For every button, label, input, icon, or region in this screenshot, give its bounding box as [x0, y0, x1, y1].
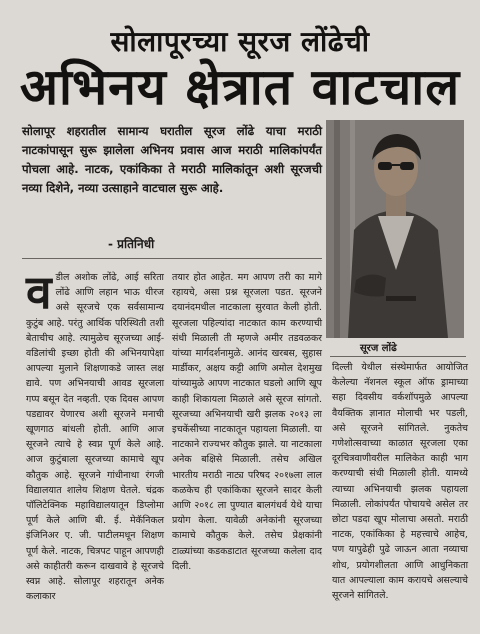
- photo-caption: सूरज लोंढे: [360, 343, 397, 354]
- article-column-3: [332, 360, 468, 603]
- column-3-text: दिल्ली येथील संस्थेमार्फत आयोजित केलेल्या नॅशनल स्कूल ऑफ ड्रामाच्या सहा दिवसीय वर्कशॉपमुळे आपल्या वैयक्तिक ज्ञानात मोलाची भर पडली, असे सूरजने सांगितले. नुकतेच गणेशोत्सवाच्या काळात सूरजला एका दूरचित्रवाणीवरील मालिकेत काही भाग करण्याची संधी मिळाली होती. यामध्ये त्याच्या अभिनयाची झलक पहायला मिळाली. लोकांपर्यंत पोचायचे असेल तर छोटा पडदा खूप मोलाचा असतो. मराठी नाटक, एकांकिका हे महत्त्वाचे आहेच, पण यापुढेही पुढे जाऊन आता नव्याचा शोध, प्रयोगशीलता आणि आधुनिकता यात आपल्याला काम करायचे असल्याचे सूरजने सांगितले.: [332, 362, 468, 602]
- article-headline: अभिनय क्षेत्रात वाटचाल: [19, 58, 461, 116]
- article-column-2: [172, 270, 322, 574]
- article-kicker: सोलापूरच्या सूरज लोंढेची: [110, 25, 370, 58]
- portrait-photo: [326, 120, 464, 338]
- caption-divider: [330, 356, 466, 357]
- portrait-illustration: [326, 120, 464, 338]
- article-lead: सोलापूर शहरातील सामान्य घरातील सूरज लोंढे याचा मराठी नाटकांपासून सुरू झालेला अभिनय प्रवास आज मराठी मालिकांपर्यंत पोचला आहे. नाटक, एकांकिका ते मराठी मालिकांतून अशी सूरजची नव्या दिशेने, नव्या उत्साहाने वाटचाल सुरू आहे.: [22, 124, 322, 195]
- column-2-text: तयार होत आहेत. मग आपण तरी का मागे रहायचे, असा प्रश्न सूरजला पडत. सूरजने दयानंदमधील नाटकाला सुरवात केली होती. सूरजला पहिल्यांदा नाटकात काम करण्याची संधी मिळाली ती म्हणजे अमीर तडवळकर यांच्या मार्गदर्शनामुळे. आनंद खरबस, सुहास मार्डीकर, अक्षय कट्टी आणि अमोल देशमुख यांच्यामुळे आपण नाटकात घडलो आणि खूप काही शिकायला मिळाले असे सूरज सांगतो. सूरजच्या अभिनयाची खरी झलक २०१३ ला इचकेंसीच्या नाटकातून पहायला मिळाली. या नाटकाने राज्यभर कौतुक झाले. या नाटकाला अनेक बक्षिसे मिळाली. तसेच अखिल भारतीय मराठी नाट्य परिषद २०१७ला लाल कळकेच ही एकांकिका सूरजने सादर केली आणि २०१८ ला पुण्यात बालगंधर्व येथे याचा प्रयोग केला. यावेळी अनेकांनी सूरजच्या कामाचे कौतुक केले. तसेच प्रेक्षकांनी टाळ्यांच्या कडकडाटात सूरजच्या कलेला दाद दिली.: [172, 272, 322, 572]
- drop-cap: व: [26, 265, 52, 319]
- column-1-text: डील अशोक लोंढे, आई सरिता लोंढे आणि लहान भाऊ धीरज असे सूरजचे एक सर्वसामान्य कुटुंब आहे. परंतु आर्थिक परिस्थिती तशी बेताचीच आहे. त्यामुळेच सूरजच्या आई-वडिलांची इच्छा होती की अभिनयापेक्षा आपल्या मुलाने शिक्षणाकडे जास्त लक्ष द्यावे. पण अभिनयाची आवड सूरजला गप्प बसून देत नव्हती. एक दिवस आपण पडद्यावर येणारच अशी सूरजने मनाची खूणगाठ बांधली होती. आणि आज सूरजने त्याचे हे स्वप्न पूर्ण केले आहे. आज कुटुंबाला सूरजच्या कामाचे खूप कौतुक आहे. सूरजने गांधीनाथा रंगजी विद्यालयात शालेय शिक्षण घेतले. चंद्रक पॉलिटेक्निक महाविद्यालयातून डिप्लोमा पूर्ण केले आणि बी. ई. मेकॅनिकल इंजिनिअर ए. जी. पाटीलमधून शिक्षण पूर्ण केले. नाटक, चित्रपट पाहून आपणही असे काहीतरी करून दाखवावे हे सूरजचे स्वप्न आहे. सोलापूर शहरातून अनेक कलाकार: [26, 272, 164, 603]
- article-column-1: [26, 265, 164, 604]
- section-divider: [22, 258, 322, 259]
- article-byline: - प्रतिनिधी: [108, 237, 155, 251]
